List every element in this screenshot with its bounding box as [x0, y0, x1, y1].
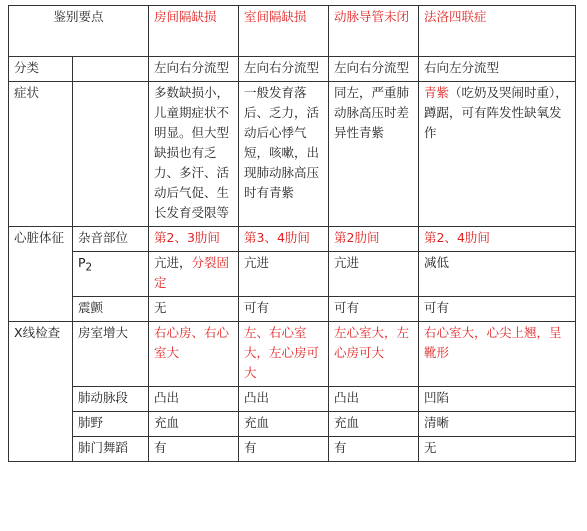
table-cell: 可有 — [239, 297, 329, 322]
table-cell: 可有 — [329, 297, 419, 322]
row-chamber — [9, 322, 576, 387]
table-cell: 充血 — [239, 412, 329, 437]
p2-letter: P — [78, 255, 86, 270]
table-cell: 有 — [239, 437, 329, 462]
cell-text: 亢进， — [154, 255, 192, 270]
table-cell: 左向右分流型 — [239, 57, 329, 82]
table-cell — [149, 252, 239, 297]
table-cell: 可有 — [419, 297, 576, 322]
row-label-xray: X线检查 — [9, 322, 73, 462]
table-cell: 左心室大，左心房可大 — [329, 322, 419, 387]
table-cell: 左向右分流型 — [329, 57, 419, 82]
row-label-classification: 分类 — [9, 57, 73, 82]
row-thrill — [9, 297, 576, 322]
row-murmur — [9, 227, 576, 252]
header-key: 鉴别要点 — [9, 6, 149, 57]
empty-cell — [73, 57, 149, 82]
table-cell: 凸出 — [329, 387, 419, 412]
sub-label-hilar-dance: 肺门舞蹈 — [73, 437, 149, 462]
row-classification — [9, 57, 576, 82]
header-col-asd: 房间隔缺损 — [149, 6, 239, 57]
header-col-pda: 动脉导管未闭 — [329, 6, 419, 57]
row-lung-field — [9, 412, 576, 437]
row-p2 — [9, 252, 576, 297]
table-cell: 亢进 — [239, 252, 329, 297]
table-cell: 右心房、右心室大 — [149, 322, 239, 387]
table-cell: 多数缺损小，儿童期症状不明显。但大型缺损也有乏力、多汗、活动后气促、生长发育受限等 — [149, 82, 239, 227]
highlight-text: 青紫 — [424, 85, 450, 100]
table-cell: 凸出 — [239, 387, 329, 412]
row-label-symptoms: 症状 — [9, 82, 73, 227]
table-cell: 清晰 — [419, 412, 576, 437]
table-cell: 无 — [149, 297, 239, 322]
table-cell: 无 — [419, 437, 576, 462]
table-cell: 同左，严重肺动脉高压时差异性青紫 — [329, 82, 419, 227]
row-symptoms — [9, 82, 576, 227]
table-cell: 左向右分流型 — [149, 57, 239, 82]
table-cell: 一般发育落后、乏力，活动后心悸气短，咳嗽，出现肺动脉高压时有青紫 — [239, 82, 329, 227]
sub-label-pa-segment: 肺动脉段 — [73, 387, 149, 412]
comparison-table — [8, 5, 576, 462]
table-cell: 减低 — [419, 252, 576, 297]
table-cell: 有 — [329, 437, 419, 462]
table-cell — [419, 82, 576, 227]
table-cell: 有 — [149, 437, 239, 462]
table-cell: 右心室大，心尖上翘，呈靴形 — [419, 322, 576, 387]
table-cell: 亢进 — [329, 252, 419, 297]
p2-subscript: 2 — [85, 261, 93, 274]
highlight-text: 分裂固定 — [154, 255, 230, 290]
sub-label-p2 — [73, 252, 149, 297]
table-cell: 充血 — [149, 412, 239, 437]
sub-label-murmur: 杂音部位 — [73, 227, 149, 252]
table-cell: 右向左分流型 — [419, 57, 576, 82]
table-cell: 第3、4肋间 — [239, 227, 329, 252]
table-cell: 第2、3肋间 — [149, 227, 239, 252]
table-cell: 充血 — [329, 412, 419, 437]
row-hilar-dance — [9, 437, 576, 462]
table-cell: 左、右心室大，左心房可大 — [239, 322, 329, 387]
sub-label-chamber: 房室增大 — [73, 322, 149, 387]
cell-text: （吃奶及哭闹时重），蹲踞，可有阵发性缺氧发作 — [424, 85, 568, 140]
header-row — [9, 6, 576, 57]
header-col-tof: 法洛四联症 — [419, 6, 576, 57]
header-col-vsd: 室间隔缺损 — [239, 6, 329, 57]
table-cell: 凸出 — [149, 387, 239, 412]
sub-label-thrill: 震颤 — [73, 297, 149, 322]
row-label-heart: 心脏体征 — [9, 227, 73, 322]
row-pa-segment — [9, 387, 576, 412]
table-cell: 第2、4肋间 — [419, 227, 576, 252]
table-cell: 凹陷 — [419, 387, 576, 412]
sub-label-lung-field: 肺野 — [73, 412, 149, 437]
table-cell: 第2肋间 — [329, 227, 419, 252]
empty-cell — [73, 82, 149, 227]
